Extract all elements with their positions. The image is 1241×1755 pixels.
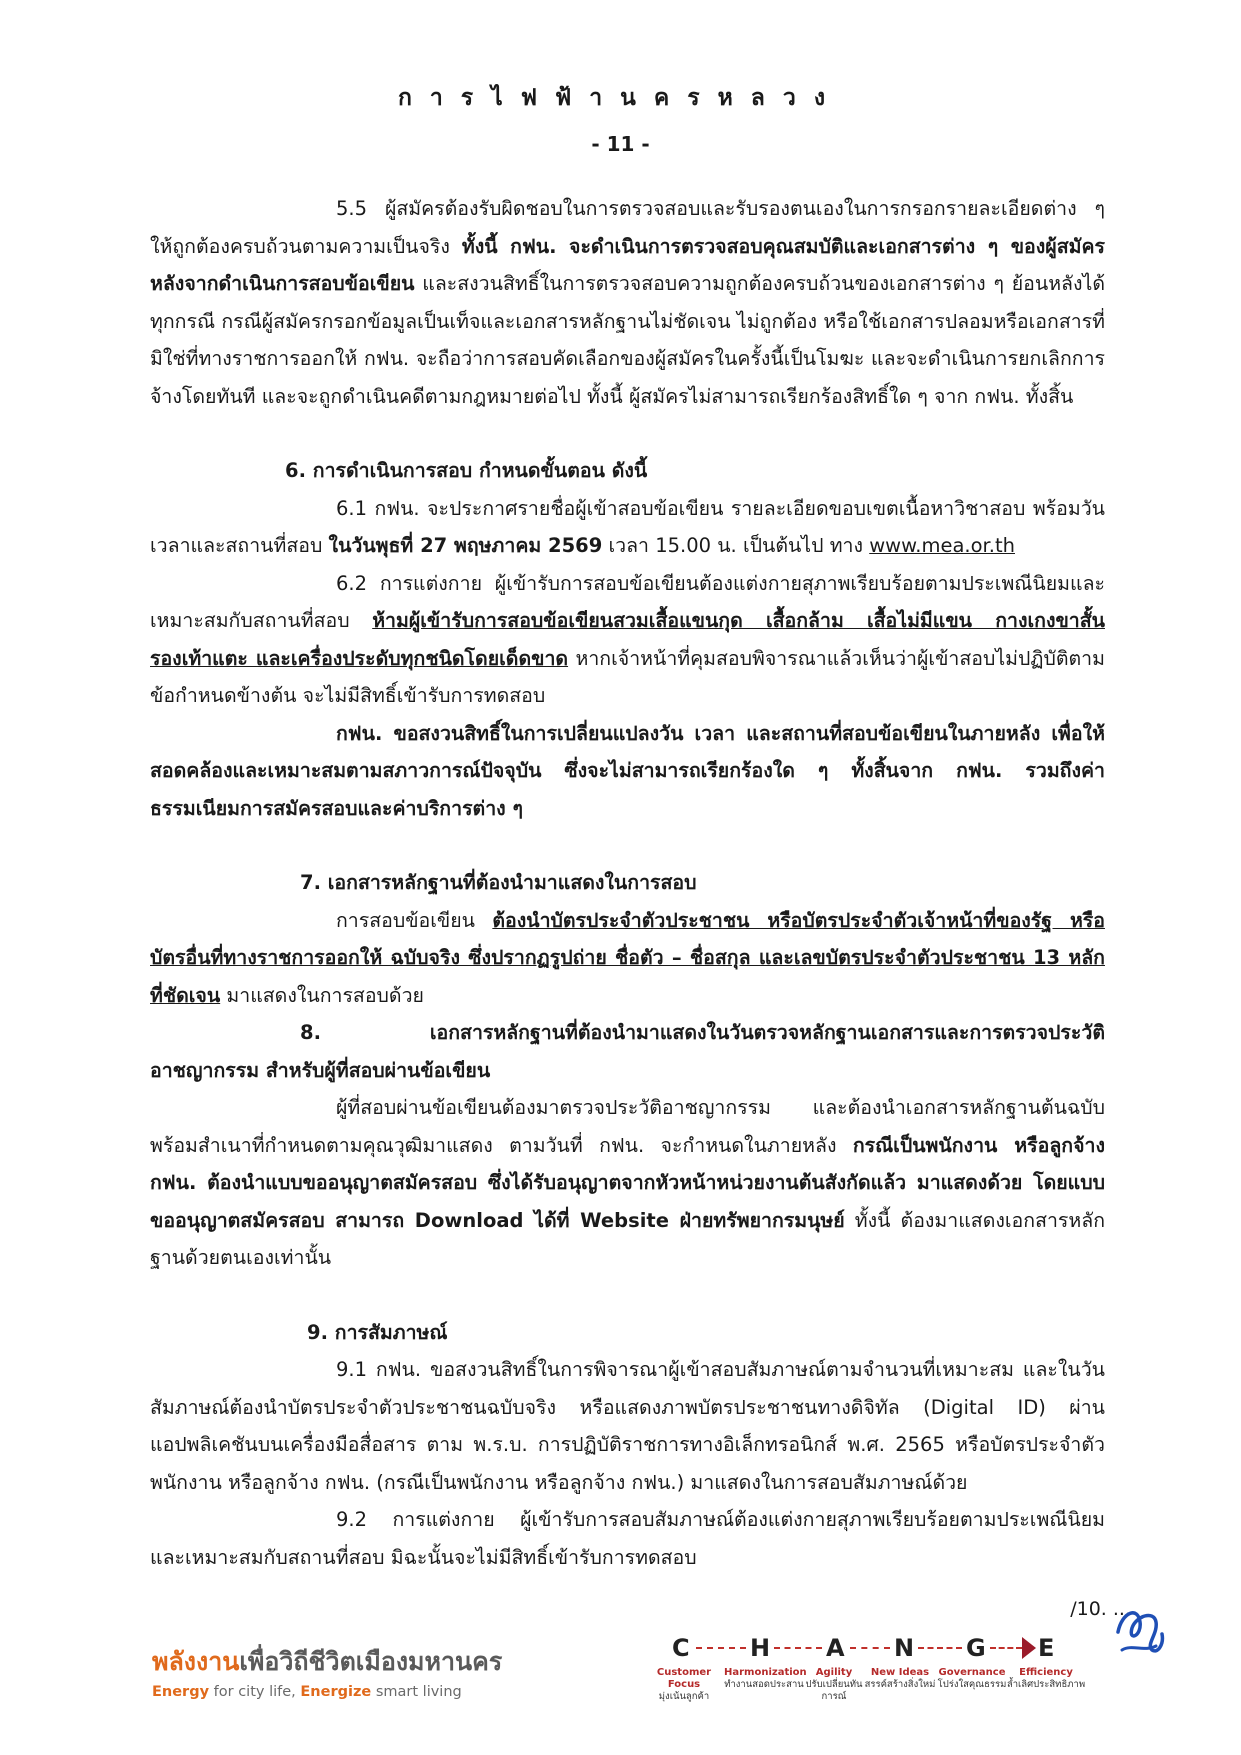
change-word-th: โปร่งใสคุณธรรม xyxy=(937,1679,1007,1690)
slogan-english xyxy=(152,1684,502,1700)
dash-connector xyxy=(696,1647,746,1649)
text: มาแสดงในการสอบด้วย xyxy=(220,983,424,1007)
document-body xyxy=(150,190,1105,1576)
change-word-th: มุ่งเน้นลูกค้า xyxy=(658,1691,710,1702)
change-word-th: ปรับเปลี่ยนทันการณ์ xyxy=(805,1679,863,1702)
heading-section-7: 7. เอกสารหลักฐานที่ต้องนำมาแสดงในการสอบ xyxy=(300,871,697,894)
text: ทั้งนี้ ต้องมาแสดงเอกสารหลักฐานด้วยตนเองเท่านั้น xyxy=(150,1208,1105,1269)
change-word-th: ล้ำเลิศประสิทธิภาพ xyxy=(1006,1679,1086,1690)
slogan-thai xyxy=(152,1642,502,1682)
change-word-new-ideas xyxy=(860,1667,940,1691)
paragraph-5-5 xyxy=(150,190,1105,415)
change-word-th: ทำงานสอดประสาน xyxy=(724,1679,804,1690)
dress-code-rule: ห้ามผู้เข้ารับการสอบข้อเขียนสวมเสื้อแขนกุด เสื้อกล้าม เสื้อไม่มีแขน กางเกงขาสั้น รองเท้าแตะ และเครื่องประดับทุกชนิดโดยเด็ดขาด xyxy=(150,609,1105,670)
arrow-icon xyxy=(1022,1637,1036,1659)
text: และสงวนสิทธิ์ในการตรวจสอบความถูกต้องครบถ้วนของเอกสารต่าง ๆ ย้อนหลังได้ทุกกรณี กรณีผู้สมัครกรอกข้อมูลเป็นเท็จและเอกสารหลักฐานไม่ชัดเจน ไม่ถูกต้อง หรือใช้เอกสารปลอมหรือเอกสารที่มิใช่ที่ทางราชการออกให้ กฟน. จะถือว่าการสอบคัดเลือกของผู้สมัครในครั้งนี้เป็นโมฆะ และจะดำเนินการยกเลิกการจ้างโดยทันที และจะถูกดำเนินคดีตามกฎหมายต่อไป ทั้งนี้ ผู้สมัครไม่สามารถเรียกร้องสิทธิ์ใด ๆ จาก กฟน. ทั้งสิ้น xyxy=(150,272,1105,408)
change-word-governance xyxy=(932,1667,1012,1691)
text: ผู้ที่สอบผ่านข้อเขียนต้องมาตรวจประวัติอาชญากรรม และต้องนำเอกสารหลักฐานต้นฉบับพร้อมสำเนาที่กำหนดตามคุณวุฒิมาแสดง ตามวันที่ กฟน. จะกำหนดในภายหลัง xyxy=(150,1096,1105,1157)
change-letter-h: H xyxy=(750,1634,771,1662)
change-letters xyxy=(672,1634,1117,1664)
org-title: การไฟฟ้านครหลวง xyxy=(397,85,844,111)
paragraph-9-1: 9.1 กฟน. ขอสงวนสิทธิ์ในการพิจารณาผู้เข้าสอบสัมภาษณ์ตามจำนวนที่เหมาะสม และในวันสัมภาษณ์ต้องนำบัตรประจำตัวประชาชนฉบับจริง หรือแสดงภาพบัตรประชาชนทางดิจิทัล (Digital ID) ผ่านแอปพลิเคชันบนเครื่องมือสื่อสาร ตาม พ.ร.บ. การปฏิบัติราชการทางอิเล็กทรอนิกส์ พ.ศ. 2565 หรือบัตรประจำตัวพนักงาน หรือลูกจ้าง กฟน. (กรณีเป็นพนักงาน หรือลูกจ้าง กฟน.) มาแสดงในการสอบสัมภาษณ์ด้วย xyxy=(150,1358,1105,1494)
change-word-en: Governance xyxy=(938,1667,1006,1678)
change-values-logo xyxy=(656,1634,1122,1744)
slogan-en-word: Energy xyxy=(152,1684,210,1700)
slogan-en-text: smart living xyxy=(371,1684,462,1700)
change-word-en: Agility xyxy=(815,1667,853,1678)
paragraph-7 xyxy=(150,902,1105,1015)
bold-text: ทั้งนี้ กฟน. จะดำเนินการตรวจสอบคุณสมบัติและเอกสารต่าง ๆ ของผู้สมัคร หลังจากดำเนินการสอบข้อเขียน xyxy=(150,234,1105,295)
text: 6.2 การแต่งกาย ผู้เข้ารับการสอบข้อเขียนต้องแต่งกายสุภาพเรียบร้อยตามประเพณีนิยมและเหมาะสมกับสถานที่สอบ xyxy=(150,571,1105,632)
change-word-en: Harmonization xyxy=(724,1667,807,1678)
required-id-rule: ต้องนำบัตรประจำตัวประชาชน หรือบัตรประจำตัวเจ้าหน้าที่ของรัฐ หรือบัตรอื่นที่ทางราชการออกให้ ฉบับจริง ซึ่งปรากฏรูปถ่าย ชื่อตัว – ชื่อสกุล และเลขบัตรประจำตัวประชาชน 13 หลักที่ชัดเจน xyxy=(150,908,1105,1007)
dash-connector xyxy=(850,1647,890,1649)
text: 6.1 กฟน. จะประกาศรายชื่อผู้เข้าสอบข้อเขียน รายละเอียดขอบเขตเนื้อหาวิชาสอบ พร้อมวัน เวลาและสถานที่สอบ xyxy=(150,496,1105,557)
change-letter-a: A xyxy=(826,1634,845,1662)
change-word-customer-focus xyxy=(644,1667,724,1703)
change-word-th: สรรค์สร้างสิ่งใหม่ xyxy=(864,1679,936,1690)
paragraph-9-2: 9.2 การแต่งกาย ผู้เข้ารับการสอบสัมภาษณ์ต้องแต่งกายสุภาพเรียบร้อยตามประเพณีนิยม และเหมาะสมกับสถานที่สอบ มิฉะนั้นจะไม่มีสิทธิ์เข้ารับการทดสอบ xyxy=(150,1508,1105,1569)
slogan-en-text: for city life, xyxy=(209,1684,301,1700)
continued-marker: /10. ... xyxy=(1070,1598,1131,1620)
text: หากเจ้าหน้าที่คุมสอบพิจารณาแล้วเห็นว่าผู้เข้าสอบไม่ปฏิบัติตามข้อกำหนดข้างต้น จะไม่มีสิทธิ์เข้ารับการทดสอบ xyxy=(150,646,1105,707)
dash-connector xyxy=(774,1647,822,1649)
slogan-en-word: Energize xyxy=(300,1684,372,1700)
text: 5.5 ผู้สมัครต้องรับผิดชอบในการตรวจสอบและรับรองตนเองในการกรอกรายละเอียดต่าง ๆ ให้ถูกต้องครบถ้วนตามความเป็นจริง xyxy=(150,197,1105,258)
signature-mark xyxy=(1110,1592,1170,1662)
text: เวลา 15.00 น. เป็นต้นไป ทาง xyxy=(602,534,870,557)
change-word-harmonization xyxy=(724,1667,807,1691)
dash-connector xyxy=(918,1647,962,1649)
paragraph-6-2 xyxy=(150,565,1105,715)
employee-permission-rule: กรณีเป็นพนักงาน หรือลูกจ้าง กฟน. ต้องนำแบบขออนุญาตสมัครสอบ ซึ่งได้รับอนุญาตจากหัวหน้าหน่วยงานต้นสังกัดแล้ว มาแสดงด้วย โดยแบบขออนุญาตสมัครสอบ สามารถ Download ได้ที่ Website ฝ่ายทรัพยากรมนุษย์ xyxy=(150,1133,1105,1232)
mea-website-link[interactable]: www.mea.or.th xyxy=(869,534,1015,557)
change-word-en: Efficiency xyxy=(1019,1667,1073,1678)
slogan-thai-accent: พลังงาน xyxy=(152,1647,240,1676)
change-letter-n: N xyxy=(894,1634,915,1662)
change-letter-c: C xyxy=(672,1634,690,1662)
footer-slogan xyxy=(152,1642,502,1700)
paragraph-8 xyxy=(150,1089,1105,1277)
heading-section-8: 8. เอกสารหลักฐานที่ต้องนำมาแสดงในวันตรวจหลักฐานเอกสารและการตรวจประวัติอาชญากรรม สำหรับผู้ที่สอบผ่านข้อเขียน xyxy=(150,1021,1105,1082)
slogan-thai-rest: เพื่อวิถีชีวิตเมืองมหานคร xyxy=(239,1647,503,1676)
change-word-efficiency xyxy=(1006,1667,1086,1691)
change-word-en: Customer Focus xyxy=(656,1667,712,1690)
change-letter-g: G xyxy=(966,1634,986,1662)
page-number: - 11 - xyxy=(591,132,650,156)
change-word-en: New Ideas xyxy=(870,1667,930,1678)
heading-section-9: 9. การสัมภาษณ์ xyxy=(307,1320,448,1344)
dash-connector xyxy=(990,1647,1022,1649)
change-letter-e: E xyxy=(1038,1634,1055,1662)
text: การสอบข้อเขียน xyxy=(336,908,493,932)
exam-date: ในวันพุธที่ 27 พฤษภาคม 2569 xyxy=(328,534,603,557)
paragraph-6-1 xyxy=(150,490,1105,565)
paragraph-6-reservation: กฟน. ขอสงวนสิทธิ์ในการเปลี่ยนแปลงวัน เวลา และสถานที่สอบข้อเขียนในภายหลัง เพื่อให้สอดคล้องและเหมาะสมตามสภาวการณ์ปัจจุบัน ซึ่งจะไม่สามารถเรียกร้องใด ๆ ทั้งสิ้นจาก กฟน. รวมถึงค่าธรรมเนียมการสมัครสอบและค่าบริการต่าง ๆ xyxy=(150,721,1105,820)
heading-section-6: 6. การดำเนินการสอบ กำหนดขั้นตอน ดังนี้ xyxy=(285,459,648,482)
